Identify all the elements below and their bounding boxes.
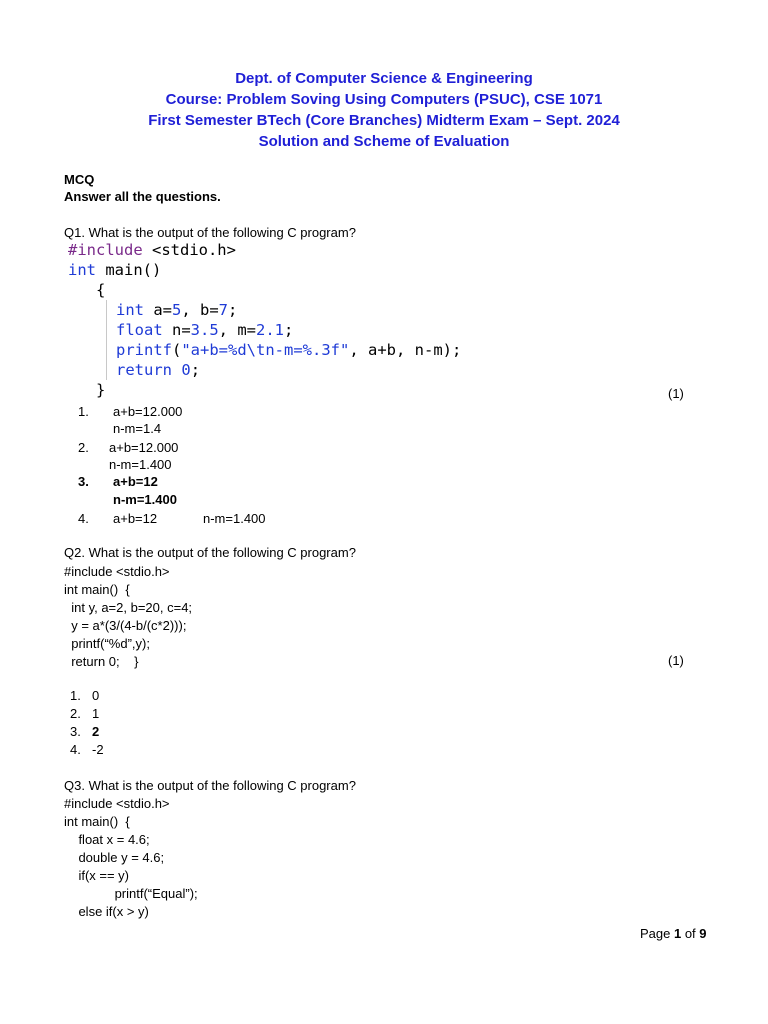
page-word: Page — [640, 926, 674, 941]
q2-marks: (1) — [668, 653, 684, 668]
q1-option-line-correct: a+b=12 — [113, 474, 158, 489]
q3-code-line: int main() { — [64, 814, 130, 829]
q2-option-number: 4. — [70, 742, 81, 757]
header-exam: First Semester BTech (Core Branches) Midterm Exam – Sept. 2024 — [148, 112, 620, 129]
q1-option-line: a+b=12 — [113, 511, 158, 526]
q2-question: Q2. What is the output of the following C program? — [64, 545, 356, 560]
q2-code-line: printf(“%d”,y); — [64, 636, 150, 651]
q2-code-line: int y, a=2, b=20, c=4; — [64, 600, 193, 615]
code-line: return 0; — [116, 361, 201, 379]
q3-code-line: else if(x > y) — [64, 904, 149, 919]
q3-code-line: if(x == y) — [64, 868, 130, 883]
page-of-word: of — [681, 926, 700, 941]
q1-option-line: a+b=12.000 — [113, 404, 183, 419]
q2-code-line: return 0; } — [64, 654, 139, 669]
code-line: float n=3.5, m=2.1; — [116, 321, 294, 339]
q3-code-line: #include <stdio.h> — [64, 796, 170, 811]
q1-option-line: a+b=12.000 — [109, 440, 179, 455]
code-line: int a=5, b=7; — [116, 301, 238, 319]
q2-code-line: int main() { — [64, 582, 130, 597]
header-solution: Solution and Scheme of Evaluation — [258, 133, 510, 150]
page-number — [640, 926, 707, 941]
page-total: 9 — [699, 926, 707, 941]
q2-option-number: 2. — [70, 706, 81, 721]
q1-option-line-correct: n-m=1.400 — [113, 492, 177, 507]
q1-option-number: 1. — [78, 404, 89, 419]
q3-code-line: float x = 4.6; — [64, 832, 150, 847]
document-header — [0, 68, 768, 152]
q1-option-number-correct: 3. — [78, 474, 89, 489]
q3-question: Q3. What is the output of the following C program? — [64, 778, 356, 793]
q2-code-line: #include <stdio.h> — [64, 564, 170, 579]
code-line: } — [96, 381, 106, 399]
code-line: #include <stdio.h> — [68, 241, 236, 259]
q2-option-number: 3. — [70, 724, 81, 739]
section-instruction: Answer all the questions. — [64, 189, 221, 204]
q1-option-number: 2. — [78, 440, 89, 455]
q3-code-line: printf(“Equal”); — [64, 886, 198, 901]
q1-option-line: n-m=1.4 — [113, 421, 162, 436]
q1-question: Q1. What is the output of the following C program? — [64, 225, 356, 240]
q2-option-text: -2 — [92, 742, 104, 757]
code-line: int main() — [68, 261, 162, 279]
section-title: MCQ — [64, 172, 95, 187]
q3-code-line: double y = 4.6; — [64, 850, 165, 865]
code-line: printf("a+b=%d\tn-m=%.3f", a+b, n-m); — [116, 341, 462, 359]
q1-option-number: 4. — [78, 511, 89, 526]
header-course: Course: Problem Soving Using Computers (PSUC), CSE 1071 — [165, 91, 603, 108]
header-department: Dept. of Computer Science & Engineering — [235, 70, 533, 87]
q2-option-text: 0 — [92, 688, 100, 703]
q1-marks: (1) — [668, 386, 684, 401]
code-indent-guide — [106, 300, 107, 380]
page-current: 1 — [673, 926, 682, 941]
q1-option-line: n-m=1.400 — [203, 511, 266, 526]
q2-option-text: 1 — [92, 706, 100, 721]
q1-option-line: n-m=1.400 — [109, 457, 172, 472]
q2-code-line: y = a*(3/(4-b/(c*2))); — [64, 618, 187, 633]
q2-option-number: 1. — [70, 688, 81, 703]
q2-option-text-correct: 2 — [92, 724, 100, 739]
code-line: { — [96, 281, 106, 299]
